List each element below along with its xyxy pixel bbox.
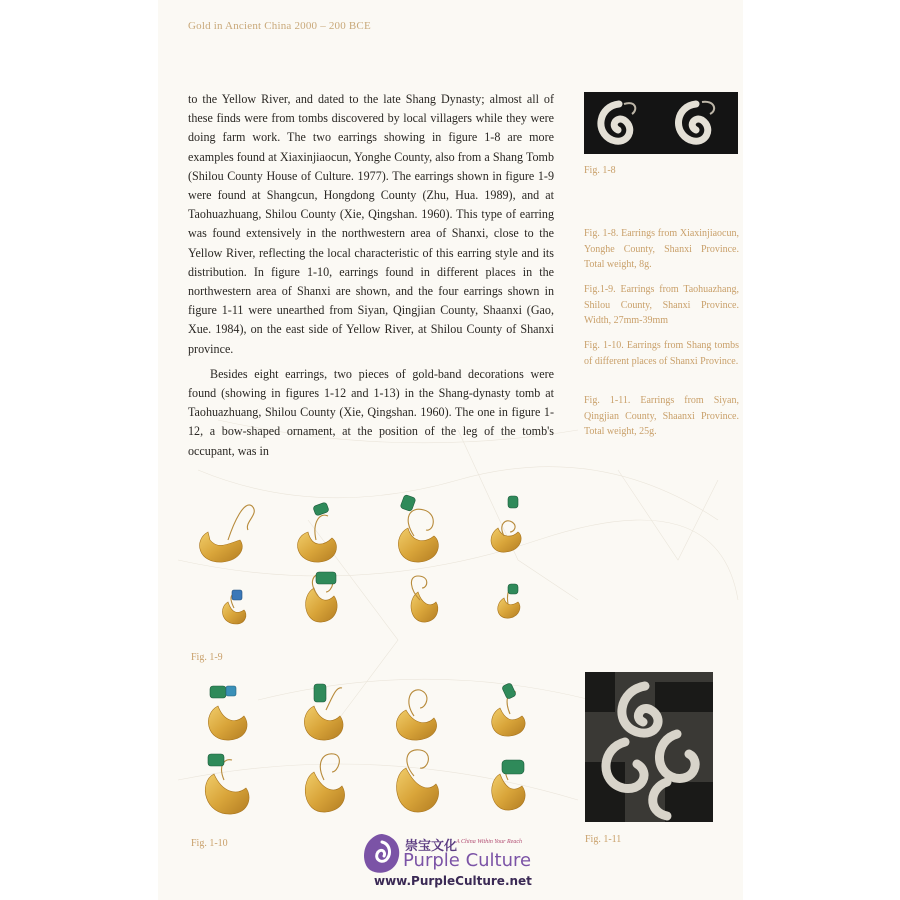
- purple-culture-logo: [360, 830, 550, 900]
- running-head: Gold in Ancient China 2000 – 200 BCE: [188, 20, 371, 32]
- fig-1-9-label: Fig. 1-9: [191, 652, 223, 663]
- book-page: [158, 0, 743, 900]
- paragraph-2: Besides eight earrings, two pieces of gold-band decorations were found (showing in figures 1-12 and 1-13) in the Shang-dynasty tomb at Taohuazhuang, Shilou County (Xie, Qingshan. 1960). The one in figure 1-12, a bow-shaped ornament, at the position of the leg of the tomb's occupant, was in: [188, 366, 554, 458]
- fig-1-9-earrings: [188, 492, 548, 632]
- fig-1-8-photo: [584, 92, 738, 154]
- caption-1-10: Fig. 1-10. Earrings from Shang tombs of different places of Shanxi Province.: [584, 340, 739, 367]
- fig-1-10-label: Fig. 1-10: [191, 838, 228, 849]
- fig-1-11-label: Fig. 1-11: [585, 834, 622, 845]
- purple-culture-emblem-icon: [362, 832, 402, 876]
- caption-1-8: Fig. 1-8. Earrings from Xiaxinjiaocun, Yonghe County, Shanxi Province. Total weight, 8g.: [584, 228, 739, 270]
- fig-1-8-label: Fig. 1-8: [584, 165, 616, 176]
- logo-chinese-text: 崇宝文化: [405, 838, 458, 853]
- fig-1-10-earrings: [188, 680, 548, 820]
- caption-1-11: Fig. 1-11. Earrings from Siyan, Qingjian County, Shaanxi Province. Total weight, 25g.: [584, 395, 739, 437]
- logo-name: Purple Culture: [403, 850, 532, 871]
- logo-tagline: A China Within Your Reach: [456, 839, 523, 845]
- body-text: [188, 90, 554, 461]
- fig-1-11-photo: [585, 672, 713, 822]
- logo-url: www.PurpleCulture.net: [374, 874, 532, 888]
- paragraph-1: to the Yellow River, and dated to the late Shang Dynasty; almost all of these finds were from tombs discovered by local villagers while they were doing farm work. The two earrings showing in figure 1-8 are more examples found at Xiaxinjiaocun, Yonghe County, also from a Shang Tomb (Shilou County House of Culture. 1977). The earrings shown in figure 1-9 were found at Shangcun, Hongdong County (Zhu, Hua. 1989), and at Taohuazhuang, Shilou County (Xie, Qingshan. 1960). This type of earring was found extensively in the northwestern area of Shanxi, close to the Yellow River, reflecting the local characteristic of this earring style and its distribution. In figure 1-10, earrings found in different places in the northwestern area of Shanxi are shown, and the four earrings shown in figure 1-11 were unearthed from Siyan, Qingjian County, Shaanxi (Gao, Xue. 1984), on the east side of Yellow River, at Shilou County of Shanxi province.: [188, 92, 554, 356]
- caption-1-9: Fig.1-9. Earrings from Taohuazhang, Shilou County, Shanxi Province. Width, 27mm-39mm: [584, 284, 739, 326]
